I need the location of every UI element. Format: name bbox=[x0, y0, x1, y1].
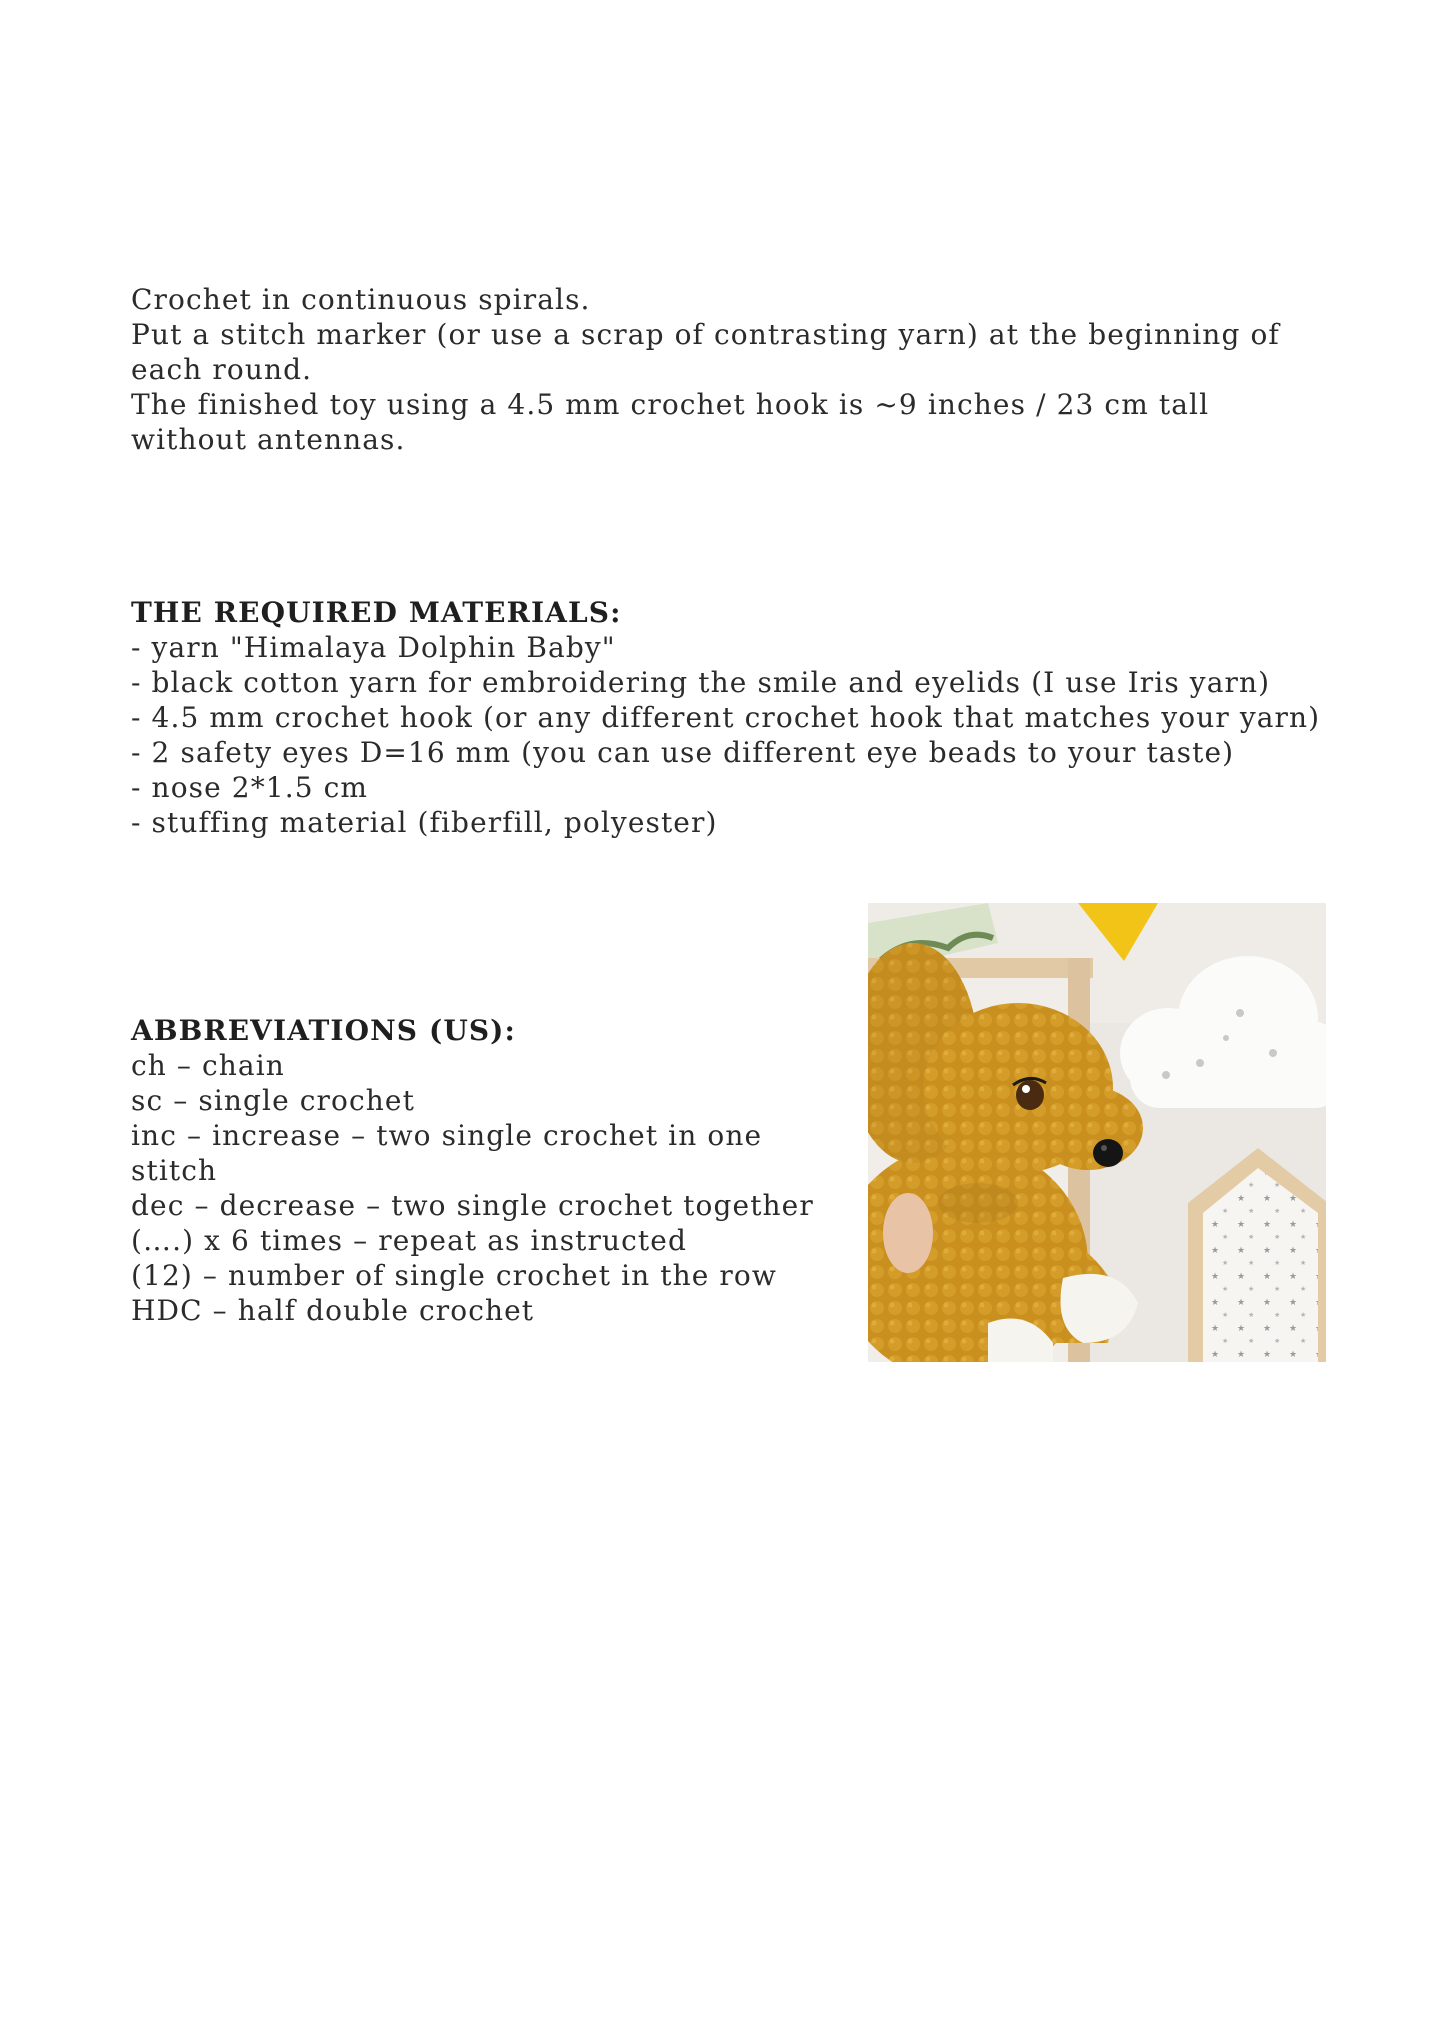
materials-item: - 2 safety eyes D=16 mm (you can use different eye beads to your taste) bbox=[131, 736, 1235, 769]
abbreviation-item: HDC – half double crochet bbox=[131, 1294, 535, 1327]
abbreviation-item: dec – decrease – two single crochet together bbox=[131, 1189, 814, 1222]
abbreviation-item: (….) x 6 times – repeat as instructed bbox=[131, 1224, 687, 1257]
abbreviation-item: inc – increase – two single crochet in one stitch bbox=[131, 1119, 763, 1187]
abbreviation-item: (12) – number of single crochet in the row bbox=[131, 1259, 777, 1292]
intro-line: The finished toy using a 4.5 mm crochet hook is ~9 inches / 23 cm tall without antennas. bbox=[131, 388, 1210, 456]
abbreviation-item: ch – chain bbox=[131, 1049, 285, 1082]
materials-item: - stuffing material (fiberfill, polyester) bbox=[131, 806, 718, 839]
abbreviations-section bbox=[131, 1013, 851, 1328]
abbreviation-item: sc – single crochet bbox=[131, 1084, 415, 1117]
materials-item: - yarn "Himalaya Dolphin Baby" bbox=[131, 631, 616, 664]
materials-item: - 4.5 mm crochet hook (or any different crochet hook that matches your yarn) bbox=[131, 701, 1321, 734]
intro-line: Put a stitch marker (or use a scrap of contrasting yarn) at the beginning of each round. bbox=[131, 318, 1280, 386]
dog-toy-illustration bbox=[868, 903, 1326, 1362]
abbreviations-heading: ABBREVIATIONS (US): bbox=[131, 1014, 516, 1047]
dog-toy-photo bbox=[868, 903, 1326, 1362]
materials-section bbox=[131, 595, 1331, 840]
materials-item: - nose 2*1.5 cm bbox=[131, 771, 369, 804]
materials-heading: THE REQUIRED MATERIALS: bbox=[131, 596, 622, 629]
intro-line: Crochet in continuous spirals. bbox=[131, 283, 591, 316]
materials-item: - black cotton yarn for embroidering the smile and eyelids (I use Iris yarn) bbox=[131, 666, 1271, 699]
intro-section bbox=[131, 282, 1331, 457]
